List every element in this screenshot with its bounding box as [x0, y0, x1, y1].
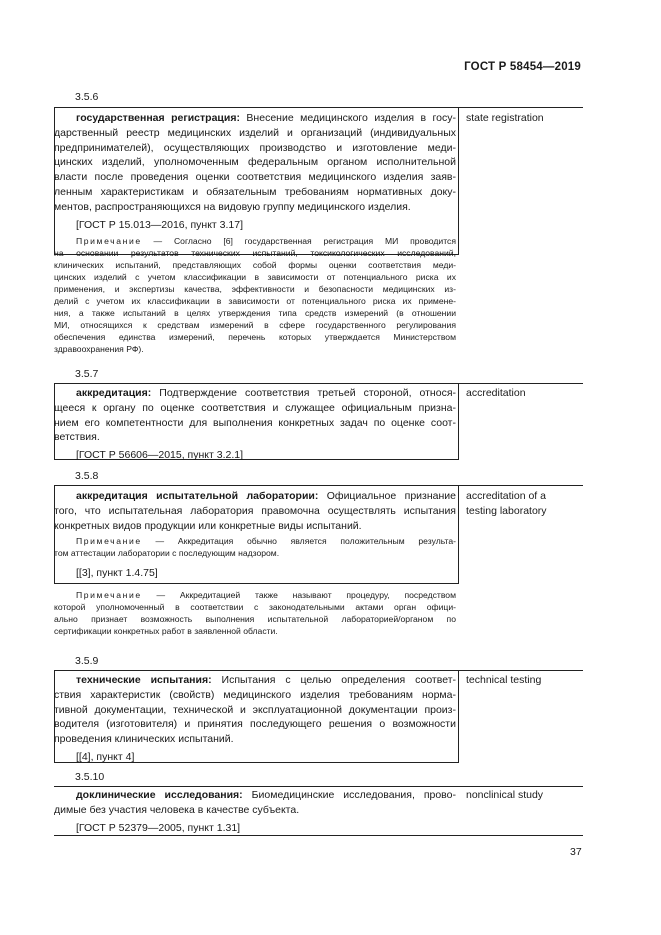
entry-number: 3.5.7	[75, 368, 99, 380]
page-number: 37	[570, 846, 582, 858]
definition-text: доклинические исследования: Биомедицинские исследования, прово- димые без участия человека в качестве субъекта. [ГОСТ Р 52379—2005, пункт 1.31]	[54, 789, 456, 834]
english-term: state registration	[466, 112, 544, 124]
source-reference: [[3], пункт 1.4.75]	[76, 567, 158, 579]
english-term: accreditation	[466, 387, 526, 399]
definition-text: аккредитация испытательной лаборатории: Официальное признание того, что испытательная лаборатория правомочна осуществлять испытания конкретных видов продукции или конкретные виды испытаний.	[54, 490, 456, 532]
source-reference: [ГОСТ Р 56606—2015, пункт 3.2.1]	[76, 449, 244, 462]
note: Примечание — Аккредитацией также называют процедуру, посредством которой уполномоченный в соответствии с законодательными актами орган офици- ально признает возможность выполнения испытательной лабораторией/органом по сертификации конкретных работ в заявленной области.	[54, 590, 456, 636]
english-term: nonclinical study	[466, 789, 544, 801]
source-reference: [ГОСТ Р 52379—2005, пункт 1.31]	[76, 821, 241, 834]
term: аккредитация испытательной лаборатории:	[76, 490, 319, 502]
entry-rule	[54, 835, 583, 836]
definition-text: государственная регистрация: Внесение медицинского изделия в госу- дарственный реестр медицинских изделий и организаций (индивидуальных предпринимателей), осуществляющих производство и изготовление меди- цинских изделий, уполномоченным федеральным органом исполнительной власти после проведения оценки соответствия медицинского изделия заяв- ленным характеристикам и обязательным требованиям нормативных доку- ментов, распространяющихся на видовую группу медицинского изделия. [ГОСТ Р 15.013—2016, пункт 3.17]	[54, 112, 456, 231]
entry-number: 3.5.10	[75, 771, 105, 783]
source-reference: [[4], пункт 4]	[76, 750, 135, 763]
entry-number: 3.5.8	[75, 470, 99, 482]
definition-text: технические испытания: Испытания с целью определения соответ- ствия характеристик (свойств) медицинского изделия требованиям норма- тивной документации, технической и эксплуатационной документации произ- водителя (изготовителя) и принятия последующего решения о возможности проведения клинических испытаний. [[4], пункт 4]	[54, 674, 456, 763]
note: Примечание — Согласно [6] государственная регистрация МИ проводится на основании результатов технических испытаний, токсикологических исследований, клинических испытаний, представляющих собой формы оценки соответствия меди- цинских изделий с учетом классификации в зависимости от потенциального риска их применения, и экспертизы качества, эффективности и безопасности медицинских из- делий с учетом их классификации в зависимости от потенциального риска их примене- ния, а также испытаний в целях утверждения типа средств измерений (в отношении МИ, относящихся к средствам измерений в сфере государственного регулирования обеспечения единства измерений, перечень которых утверждается Министерством здравоохранения РФ).	[54, 236, 456, 354]
term: доклинические исследования:	[76, 789, 243, 801]
term: технические испытания:	[76, 674, 212, 686]
term: аккредитация:	[76, 387, 152, 399]
source-reference: [ГОСТ Р 15.013—2016, пункт 3.17]	[76, 218, 244, 231]
inner-note: Примечание — Аккредитация обычно является положительным результа- том аттестации лаборатории с последующим надзором.	[54, 536, 456, 558]
english-term: accreditation of a testing laboratory	[466, 490, 547, 517]
definition-text: аккредитация: Подтверждение соответствия третьей стороной, относя- щееся к органу по оценке соответствия и служащее официальным призна- нием его компетентности для выполнения конкретных задач по оценке соот- ветствия. [ГОСТ Р 56606—2015, пункт 3.2.1]	[54, 387, 456, 462]
entry-rule	[54, 786, 583, 787]
entry-number: 3.5.9	[75, 655, 99, 667]
entry-number: 3.5.6	[75, 91, 99, 103]
term: государственная регистрация:	[76, 112, 240, 124]
english-term: technical testing	[466, 674, 542, 686]
document-header: ГОСТ Р 58454—2019	[464, 61, 581, 73]
